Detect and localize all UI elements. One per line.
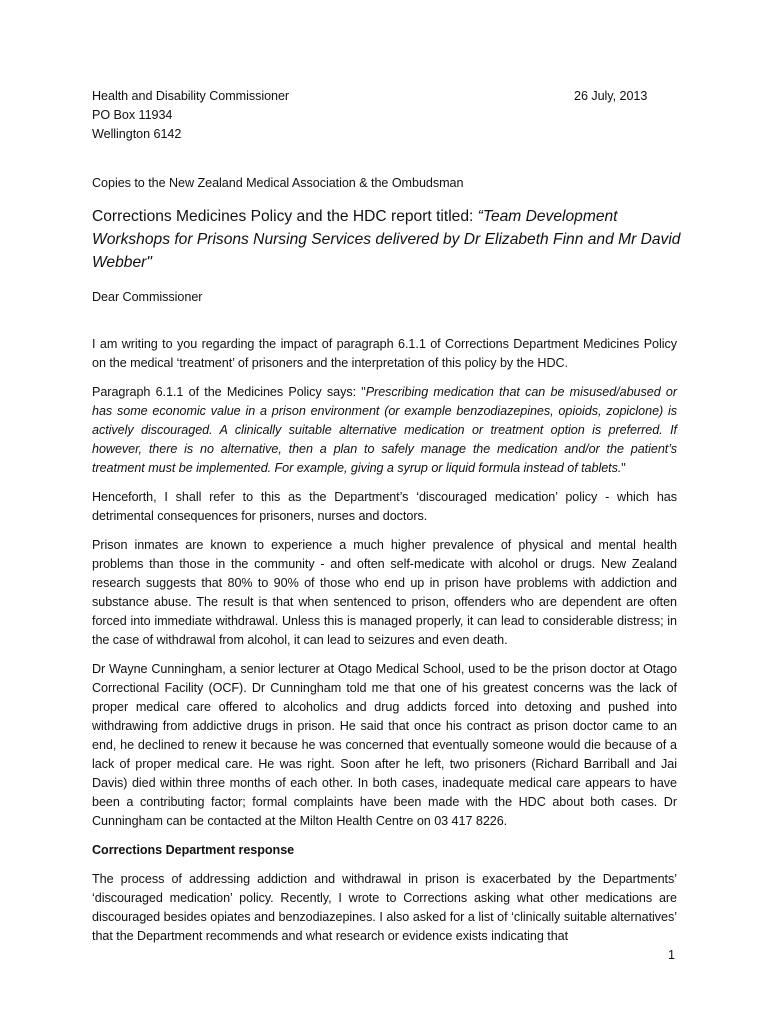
paragraph-2-end: " (621, 461, 626, 475)
copies-line: Copies to the New Zealand Medical Association & the Ombudsman (92, 176, 464, 190)
recipient-line-3: Wellington 6142 (92, 127, 182, 141)
recipient-line-2: PO Box 11934 (92, 108, 173, 122)
title-italic: “Team Development Workshops for Prisons Nursing Services delivered by Dr Elizabeth Finn and Mr David Webber" (92, 208, 681, 271)
recipient-line-1: Health and Disability Commissioner (92, 89, 290, 103)
page-number: 1 (668, 948, 675, 962)
paragraph-2-quote: Prescribing medication that can be misused/abused or has some economic value in a prison environment (or example benzodiazepines, opioids, zopiclone) is actively discouraged. A clinically suitable alternative medication or treatment option is preferred. If however, there is no alternative, then a plan to safely manage the medication and/or the patient’s treatment must be implemented. For example, giving a syrup or liquid formula instead of tablets. (92, 385, 677, 475)
title-plain: Corrections Medicines Policy and the HDC report titled: (92, 208, 478, 225)
paragraph-1: I am writing to you regarding the impact of paragraph 6.1.1 of Corrections Department Medicines Policy on the medical ‘treatment’ of prisoners and the interpretation of this policy by the HDC. (92, 337, 677, 370)
letter-body (92, 335, 677, 956)
letter-date: 26 July, 2013 (574, 89, 648, 103)
paragraph-5: Dr Wayne Cunningham, a senior lecturer at Otago Medical School, used to be the prison doctor at Otago Correctional Facility (OCF). Dr Cunningham told me that one of his greatest concerns was the lack of proper medical care offered to alcoholics and drug addicts forced into detoxing and pushed into withdrawing from addictive drugs in prison. He said that once his contract as prison doctor came to an end, he declined to renew it because he was concerned that eventually someone would die because of a lack of proper medical care. He was right. Soon after he left, two prisoners (Richard Barriball and Jai Davis) died within three months of each other. In both cases, inadequate medical care appears to have been a contributing factor; formal complaints have been made with the HDC about both cases. Dr Cunningham can be contacted at the Milton Health Centre on 03 417 8226. (92, 662, 677, 828)
salutation: Dear Commissioner (92, 290, 203, 304)
paragraph-3: Henceforth, I shall refer to this as the Department’s ‘discouraged medication’ policy - which has detrimental consequences for prisoners, nurses and doctors. (92, 490, 677, 523)
letter-title (92, 205, 682, 274)
paragraph-6: The process of addressing addiction and withdrawal in prison is exacerbated by the Departments’ ‘discouraged medication’ policy. Recently, I wrote to Corrections asking what other medications are discouraged besides opiates and benzodiazepines. I also asked for a list of ‘clinically suitable alternatives’ that the Department recommends and what research or evidence exists indicating that (92, 872, 677, 943)
paragraph-2 (92, 383, 677, 478)
recipient-address (92, 87, 512, 144)
paragraph-2-lead: Paragraph 6.1.1 of the Medicines Policy says: " (92, 385, 366, 399)
section-heading: Corrections Department response (92, 843, 295, 857)
paragraph-4: Prison inmates are known to experience a much higher prevalence of physical and mental health problems than those in the community - and often self-medicate with alcohol or drugs. New Zealand research suggests that 80% to 90% of those who end up in prison have problems with addiction and substance abuse. The result is that when sentenced to prison, offenders who are dependent are often forced into immediate withdrawal. Unless this is managed properly, it can lead to considerable distress; in the case of withdrawal from alcohol, it can lead to seizures and even death. (92, 538, 677, 647)
